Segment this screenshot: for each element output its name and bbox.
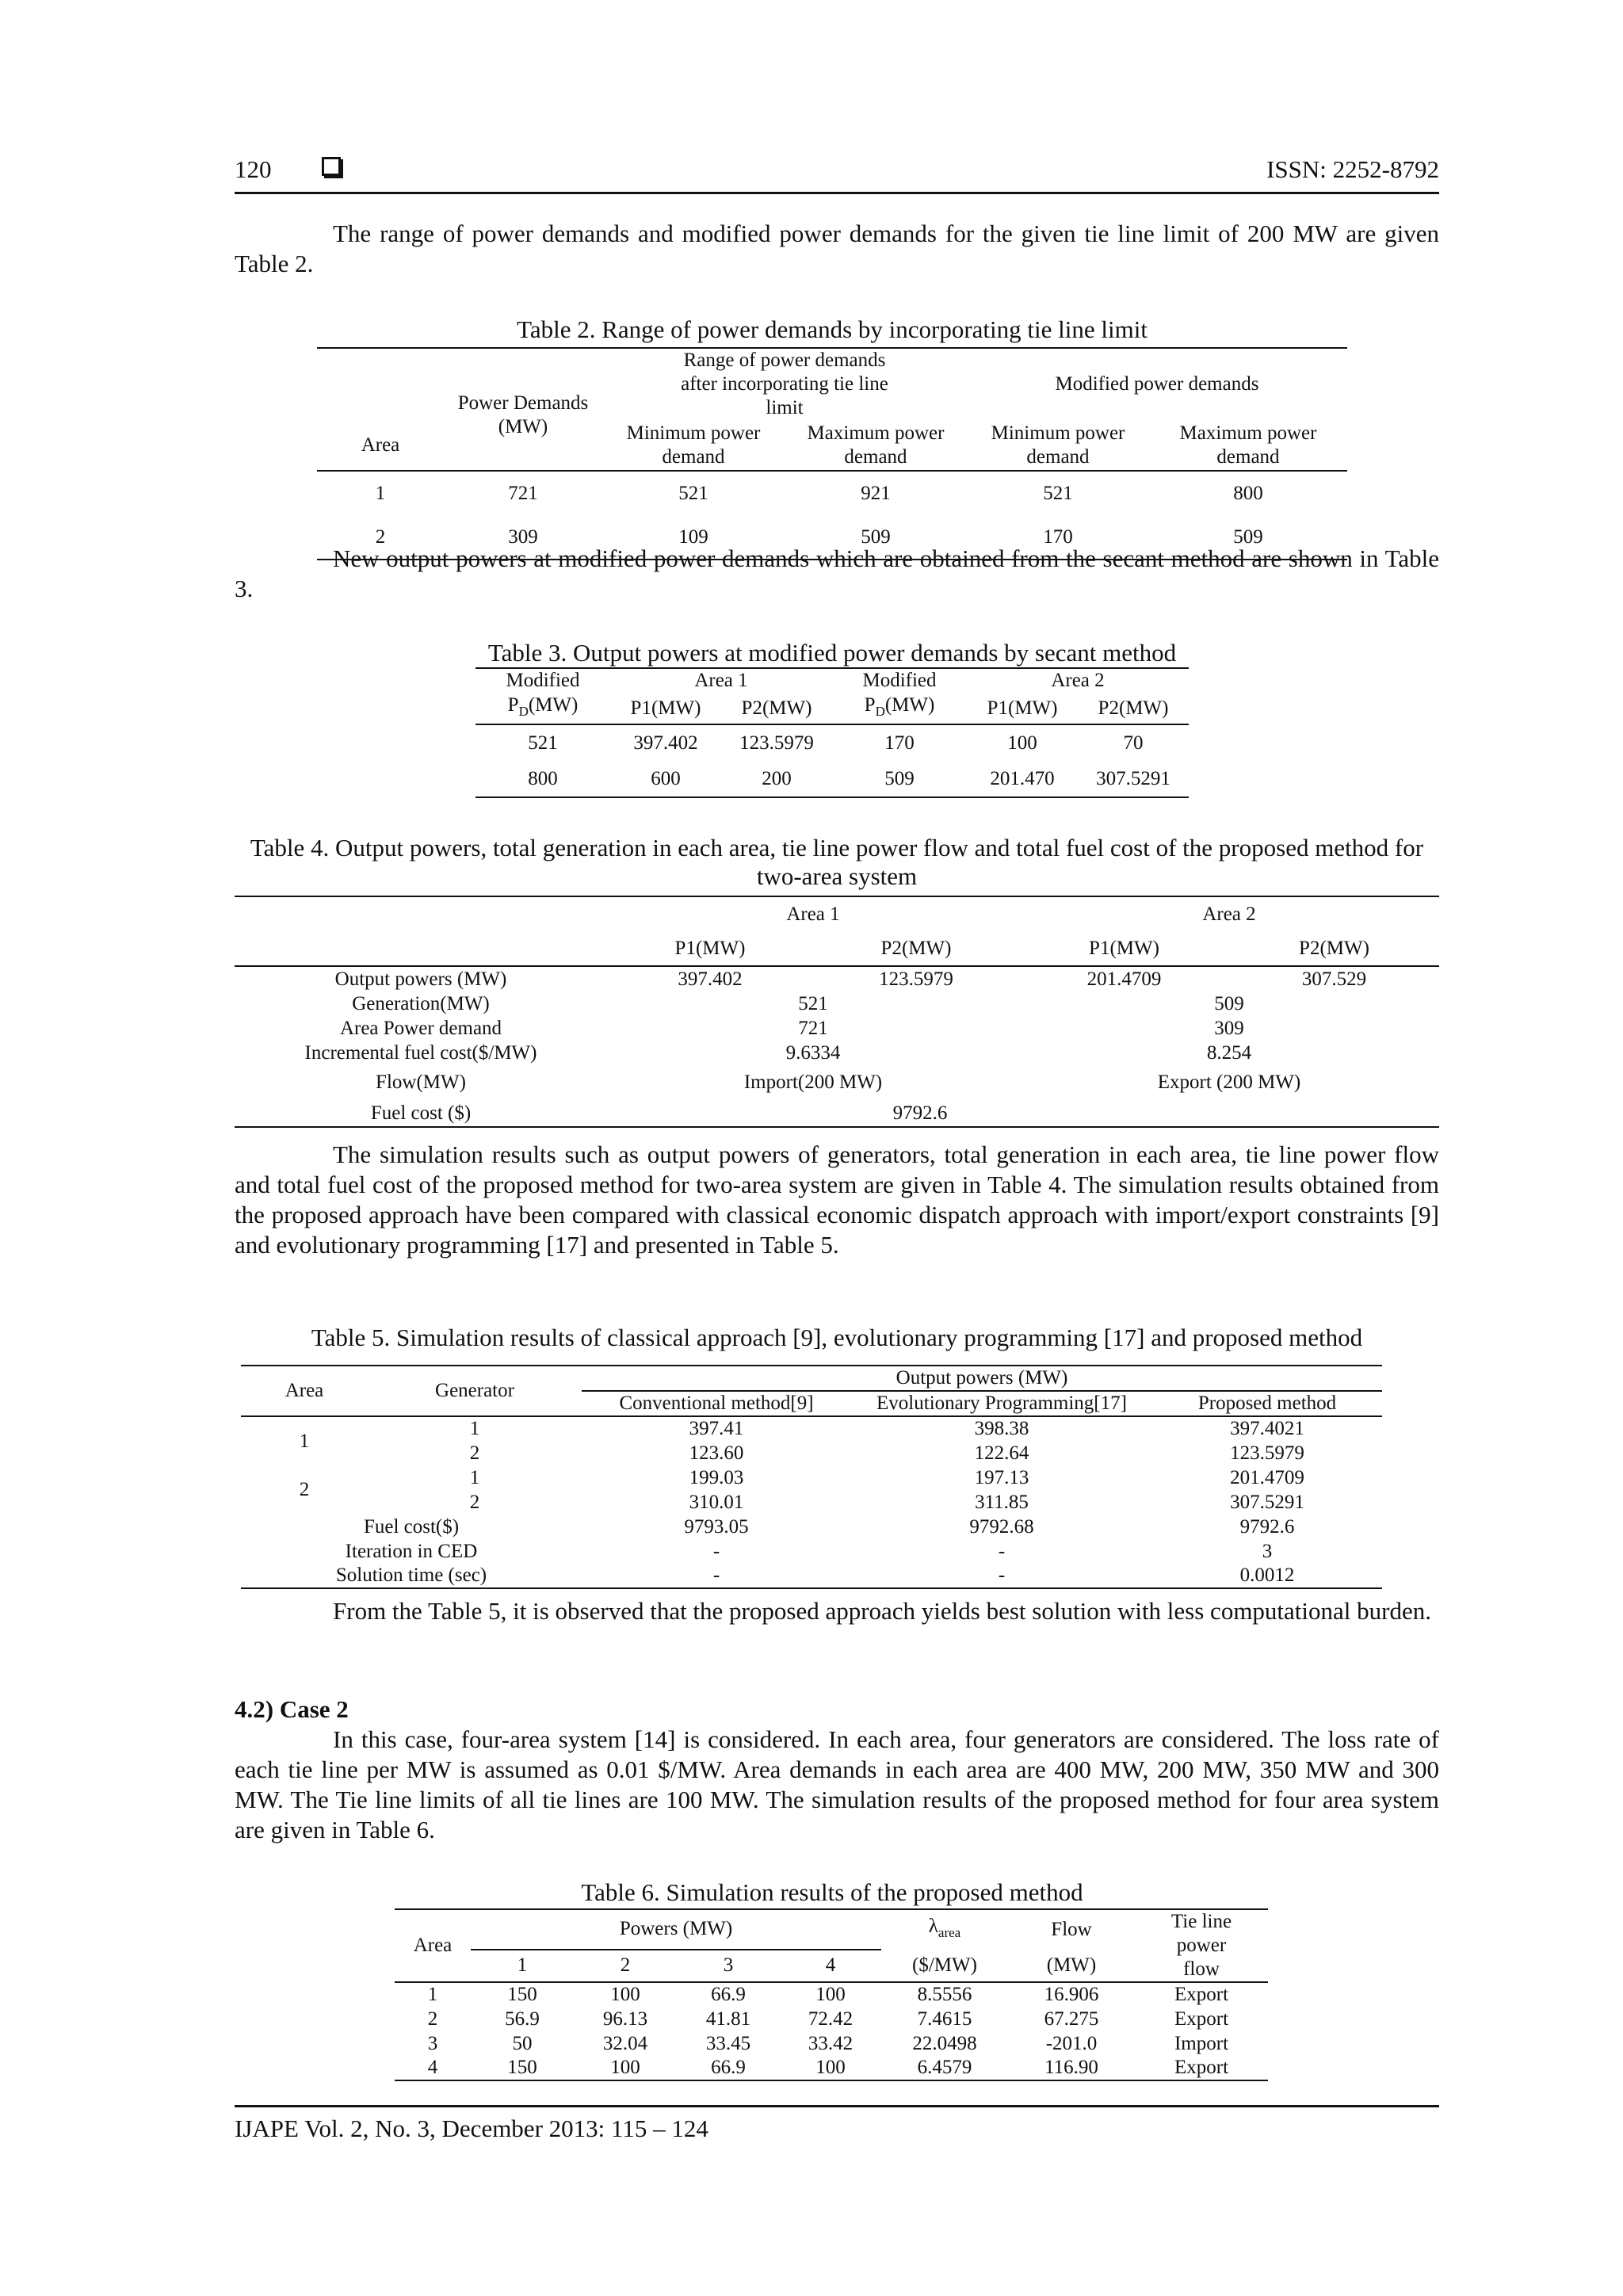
table-row — [395, 2007, 1268, 2031]
table-cell: 66.9 — [711, 2057, 746, 2078]
table-cell: 170 — [884, 732, 915, 754]
table-cell: 33.42 — [808, 2032, 854, 2054]
table-row — [235, 1100, 1439, 1127]
row-label: Generation(MW) — [352, 992, 490, 1014]
table-cell: 123.5979 — [1230, 1442, 1304, 1464]
table-cell: 800 — [528, 767, 558, 789]
table-cell: 1 — [375, 482, 386, 504]
table-6 — [395, 1908, 1268, 2081]
table2-col-area: Area — [361, 434, 400, 456]
table-cell: 123.5979 — [739, 732, 814, 754]
row-label: Fuel cost ($) — [370, 1102, 472, 1124]
table-cell: 109 — [678, 525, 708, 548]
table-cell: 2 — [375, 525, 386, 548]
table6-gen-header: 2 — [620, 1954, 631, 1977]
table-cell: 8.254 — [1206, 1041, 1252, 1064]
table-cell: 397.41 — [689, 1418, 744, 1439]
table3-col-area2: Area 2 — [1051, 670, 1105, 691]
table-cell: 70 — [1123, 732, 1144, 754]
table2-col-modified: Modified power demands — [1055, 373, 1259, 395]
table-cell: 100 — [1007, 732, 1037, 754]
table-cell: 41.81 — [705, 2008, 751, 2030]
table-cell: 7.4615 — [917, 2008, 972, 2030]
table-cell: 311.85 — [975, 1491, 1029, 1513]
table-cell: 1 — [469, 1418, 480, 1439]
table-row — [475, 724, 1189, 761]
table-cell: 9792.68 — [969, 1515, 1034, 1538]
row-label: Output powers (MW) — [334, 968, 507, 990]
table-cell: 2 — [427, 2008, 438, 2030]
table-cell: 100 — [815, 2057, 846, 2078]
table-cell: 197.13 — [974, 1466, 1029, 1488]
table-row — [235, 1065, 1439, 1100]
row-label: Fuel cost($) — [363, 1515, 460, 1538]
table-cell: Export — [1174, 2008, 1229, 2030]
table-cell: 721 — [508, 482, 538, 504]
table-3 — [475, 667, 1189, 798]
table6-col-area: Area — [413, 1935, 453, 1956]
table-cell: 2 — [469, 1491, 480, 1513]
table-cell: 1 — [427, 1984, 438, 2005]
table-cell: 307.5291 — [1230, 1491, 1304, 1513]
table-cell: 32.04 — [602, 2032, 648, 2054]
table5-col-evo: Evolutionary Programming[17] — [876, 1392, 1127, 1414]
table4-caption: Table 4. Output powers, total generation in each area, tie line power flow and total fuel cost of the proposed method for two-area system — [250, 834, 1424, 890]
table-cell: 4 — [427, 2057, 438, 2078]
table6-gen-header: 3 — [723, 1954, 734, 1977]
table-cell: 307.5291 — [1096, 767, 1170, 789]
table3-caption: Table 3. Output powers at modified power demands by secant method — [487, 639, 1177, 667]
table-cell: 33.45 — [705, 2032, 751, 2054]
table6-col-flow-unit: (MW) — [1046, 1954, 1097, 1976]
row-label: Incremental fuel cost($/MW) — [304, 1041, 537, 1064]
row-label: Iteration in CED — [345, 1540, 478, 1562]
table-cell: Export — [1174, 2057, 1229, 2078]
table-cell: 1 — [299, 1430, 310, 1452]
table-cell: 123.5979 — [879, 968, 953, 990]
table3-col-area1: Area 1 — [694, 670, 748, 691]
table4-col-p2: P2(MW) — [1299, 937, 1369, 959]
table-cell: 150 — [507, 1984, 537, 2005]
table-cell: 509 — [1233, 525, 1263, 548]
table-row — [235, 966, 1439, 991]
table-cell: 100 — [610, 1984, 640, 2005]
table-row — [235, 991, 1439, 1016]
table-cell: 100 — [815, 1984, 846, 2005]
table4-col-area2: Area 2 — [1202, 903, 1256, 925]
table-cell: 16.906 — [1044, 1984, 1099, 2005]
table3-col-p1: P1(MW) — [987, 697, 1058, 719]
table5-col-generator: Generator — [435, 1380, 514, 1401]
table-cell: 2 — [469, 1442, 480, 1464]
table-row — [395, 2031, 1268, 2056]
table-cell: Import(200 MW) — [743, 1072, 883, 1093]
table-cell: 22.0498 — [912, 2032, 977, 2054]
table-cell: 521 — [798, 992, 828, 1014]
table-cell: 116.90 — [1044, 2057, 1098, 2078]
table-cell: 201.470 — [990, 767, 1055, 789]
table-cell: 201.4709 — [1230, 1466, 1304, 1488]
table-cell: 9792.6 — [892, 1102, 948, 1124]
table4-empty-header — [235, 931, 607, 966]
table-cell: 122.64 — [974, 1442, 1029, 1464]
table-cell: 123.60 — [689, 1442, 744, 1464]
table4-col-p1: P1(MW) — [1089, 937, 1159, 959]
table3-col-pd: $P_D(MW)$ — [864, 693, 935, 719]
table-cell: 307.529 — [1301, 968, 1367, 990]
footer-rule — [235, 2105, 1439, 2107]
table6-col-lambda-unit: ($/MW) — [912, 1954, 977, 1976]
paragraph-3: The simulation results such as output powers of generators, total generation in each area, tie line power flow and total fuel cost of the proposed method for two-area system are given in Table 4. The simulation results obtained from the proposed approach have been compared with classical economic dispatch approach with import/export constraints [9] and evolutionary programming [17] and presented in Table 5. — [235, 1140, 1439, 1259]
paragraph-1: The range of power demands and modified power demands for the given tie line limit of 200 MW are given Table 2. — [235, 220, 1439, 277]
table-cell: 600 — [651, 767, 681, 789]
table-cell: 509 — [861, 525, 891, 548]
table-cell: 200 — [762, 767, 792, 789]
table-cell: 170 — [1043, 525, 1073, 548]
table4-col-area1: Area 1 — [786, 903, 840, 925]
table-row — [317, 471, 1347, 515]
table-cell: -201.0 — [1045, 2032, 1098, 2054]
table-cell: 509 — [1214, 992, 1244, 1014]
table-cell: 397.402 — [633, 732, 698, 754]
table-cell: 150 — [507, 2057, 537, 2078]
table4-col-p1: P1(MW) — [674, 937, 746, 959]
row-label: Area Power demand — [339, 1017, 502, 1039]
row-label: Flow(MW) — [376, 1072, 466, 1093]
table-cell: 309 — [508, 525, 538, 548]
table-row — [235, 1016, 1439, 1041]
table6-col-flow: Flow — [1051, 1918, 1092, 1940]
table6-caption: Table 6. Simulation results of the proposed method — [581, 1878, 1083, 1906]
table-cell: 310.01 — [689, 1491, 744, 1513]
table-cell: 67.275 — [1044, 2008, 1099, 2030]
table-cell: 800 — [1233, 482, 1263, 504]
table-cell: 100 — [610, 2057, 640, 2078]
table-row — [235, 1041, 1439, 1065]
table-cell: 1 — [469, 1466, 480, 1488]
table-row — [241, 1539, 1382, 1564]
table-row — [395, 2056, 1268, 2080]
table-cell: 2 — [299, 1479, 310, 1500]
table3-col-pd: $P_D(MW)$ — [507, 693, 579, 719]
table-cell: 3 — [1262, 1540, 1273, 1562]
table-row — [241, 1515, 1382, 1539]
table6-gen-header: 1 — [517, 1954, 528, 1977]
table-cell: 721 — [798, 1017, 828, 1039]
table-cell: 199.03 — [689, 1466, 744, 1488]
table-cell: 8.5556 — [917, 1984, 972, 2005]
table-cell: 397.4021 — [1230, 1418, 1304, 1439]
table2-col-max: Maximum power demand — [807, 422, 945, 468]
table3-col-modified: Modified — [862, 670, 937, 691]
table-cell: 96.13 — [602, 2008, 648, 2030]
table-cell: 398.38 — [974, 1418, 1029, 1439]
page-number: 120 — [235, 155, 272, 183]
table-cell: - — [998, 1540, 1006, 1562]
table-row — [395, 1982, 1268, 2007]
table-row — [241, 1465, 1382, 1490]
table5-col-area: Area — [285, 1380, 324, 1401]
table6-col-powers: Powers (MW) — [471, 1909, 881, 1950]
table2-col-min: Minimum power demand — [626, 422, 761, 468]
square-bullet-icon — [322, 157, 341, 176]
table5-caption: Table 5. Simulation results of classical approach [9], evolutionary programming [17] and proposed method — [311, 1324, 1363, 1351]
paragraph-2: New output powers at modified power demands which are obtained from the secant method are shown in Table 3. — [235, 544, 1439, 602]
table5-col-prop: Proposed method — [1197, 1392, 1337, 1414]
table-cell: 521 — [1043, 482, 1073, 504]
table-cell: 309 — [1214, 1017, 1244, 1039]
table-cell: 521 — [528, 732, 558, 754]
table2-col-range: Range of power demands after incorporating tie line limit — [681, 350, 888, 418]
table6-col-tie: Tie line power flow — [1135, 1909, 1268, 1982]
table2-caption: Table 2. Range of power demands by incorporating tie line limit — [517, 315, 1148, 343]
table-cell: - — [998, 1564, 1006, 1586]
table-cell: 72.42 — [808, 2008, 854, 2030]
table-cell: 509 — [884, 767, 915, 789]
table-cell: 521 — [678, 482, 708, 504]
paragraph-4: From the Table 5, it is observed that the proposed approach yields best solution with less computational burden. — [333, 1597, 1431, 1625]
table-cell: 9792.6 — [1239, 1515, 1295, 1538]
table-cell: 66.9 — [711, 1984, 746, 2005]
table-cell: 921 — [861, 482, 891, 504]
table-row — [241, 1490, 1382, 1515]
table-cell: 50 — [512, 2032, 533, 2054]
table-cell: 0.0012 — [1239, 1564, 1295, 1586]
table-cell: 9793.05 — [684, 1515, 749, 1538]
table2-col-min: Minimum power demand — [991, 422, 1125, 468]
table4-col-p2: P2(MW) — [880, 937, 952, 959]
table-row — [241, 1564, 1382, 1588]
table4-empty-header — [235, 896, 607, 931]
table2-col-max: Maximum power demand — [1179, 422, 1317, 468]
table-cell: Export — [1174, 1984, 1229, 2005]
table-cell: 201.4709 — [1086, 968, 1162, 990]
issn: ISSN: 2252-8792 — [1266, 155, 1439, 183]
footer-citation: IJAPE Vol. 2, No. 3, December 2013: 115 – 124 — [235, 2115, 708, 2142]
table-cell: Import — [1174, 2032, 1229, 2054]
table-cell: 9.6334 — [785, 1041, 841, 1064]
table6-gen-header: 4 — [825, 1954, 836, 1977]
table3-col-p1: P1(MW) — [630, 697, 701, 719]
table5-col-output: Output powers (MW) — [582, 1366, 1382, 1391]
table-cell: - — [712, 1564, 720, 1586]
table-cell: Export (200 MW) — [1157, 1072, 1301, 1093]
table-cell: 397.402 — [678, 968, 743, 990]
table-row — [475, 761, 1189, 797]
table3-col-p2: P2(MW) — [741, 697, 812, 719]
row-label: Solution time (sec) — [335, 1564, 487, 1586]
table-cell: 6.4579 — [917, 2057, 972, 2078]
table6-col-lambda: $\lambda_{area}$ — [928, 1915, 961, 1940]
table-cell: - — [712, 1540, 720, 1562]
table2-col-power-demands: Power Demands (MW) — [457, 392, 589, 437]
table-row — [241, 1416, 1382, 1441]
header-rule — [235, 192, 1439, 194]
table-cell: 3 — [427, 2032, 438, 2054]
table5-col-conv: Conventional method[9] — [619, 1392, 814, 1414]
table-5 — [241, 1365, 1382, 1589]
table3-col-modified: Modified — [506, 670, 580, 691]
table-cell: 56.9 — [505, 2008, 540, 2030]
section-heading: 4.2) Case 2 — [235, 1695, 349, 1723]
table3-col-p2: P2(MW) — [1098, 697, 1169, 719]
paragraph-5: In this case, four-area system [14] is considered. In each area, four generators are considered. The loss rate of each tie line per MW is assumed as 0.01 $/MW. Area demands in each area are 400 MW, 200 MW, 350 MW and 300 MW. The Tie line limits of all tie lines are 100 MW. The simulation results of the proposed method for four area system are given in Table 6. — [235, 1725, 1439, 1843]
table-2 — [317, 347, 1347, 560]
table-row — [241, 1441, 1382, 1465]
table-4 — [235, 896, 1439, 1128]
